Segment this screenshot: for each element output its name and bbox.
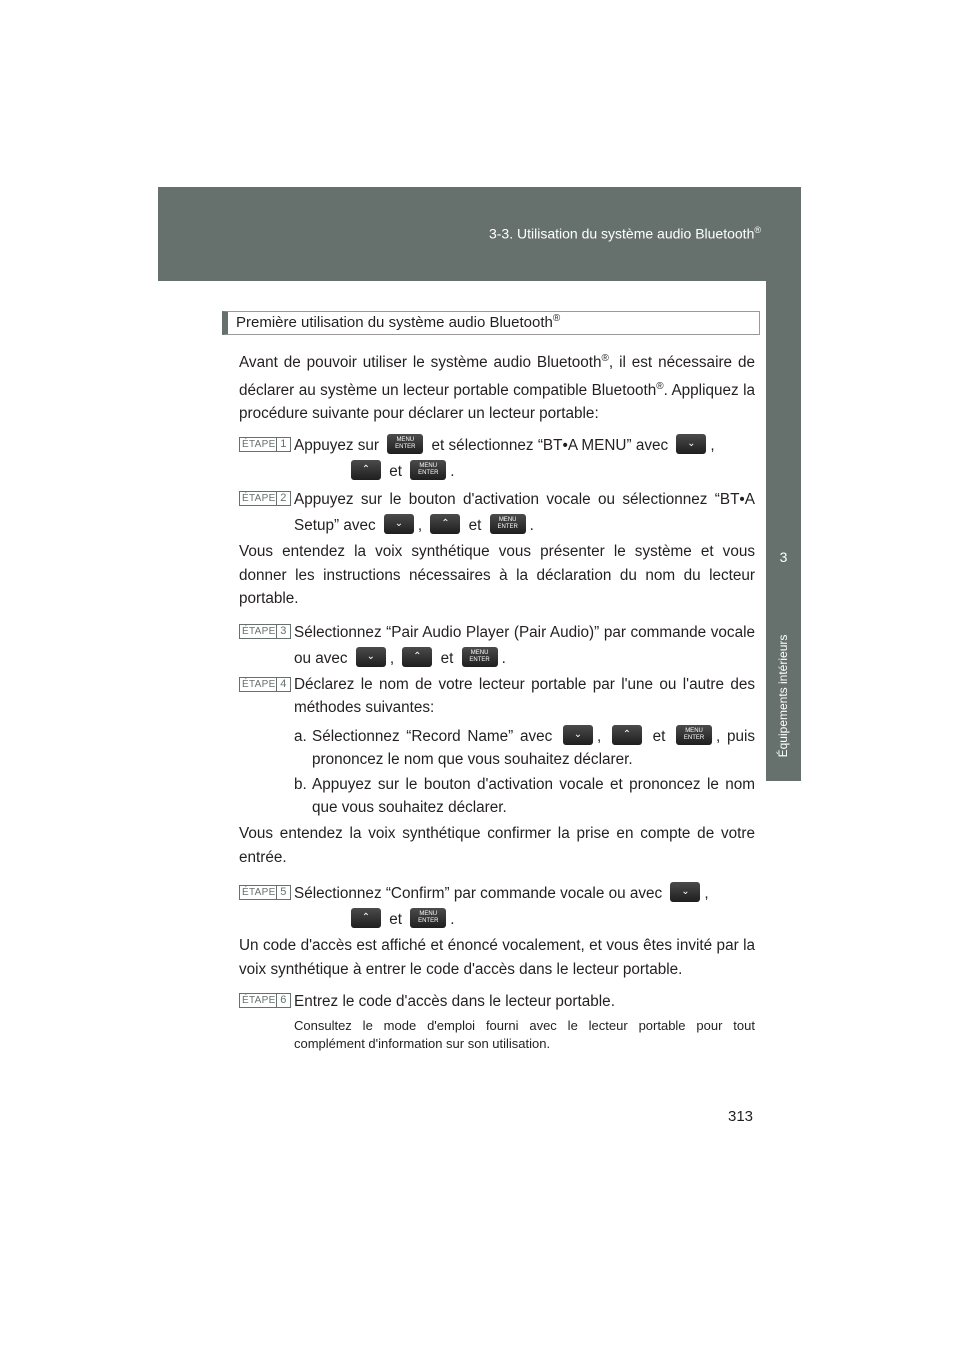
step-6: ÉTAPE 6 Entrez le code d'accès dans le lecteur portable. bbox=[239, 989, 755, 1015]
up-arrow-button-icon: ⌃ bbox=[402, 647, 432, 667]
paragraph-after-step-5: Un code d'accès est affiché et énoncé vocalement, et vous êtes invité par la voix synthétique à entrer le code d'accès dans le lecteur portable. bbox=[239, 937, 755, 978]
chapter-title: 3-3. Utilisation du système audio Bluetooth® bbox=[488, 225, 761, 242]
chapter-label: Équipements intérieurs bbox=[776, 634, 790, 758]
step-badge: ÉTAPE 2 bbox=[239, 491, 291, 506]
down-arrow-button-icon: ⌄ bbox=[384, 514, 414, 534]
menu-enter-button-icon: MENU ENTER bbox=[462, 647, 498, 667]
page-number: 313 bbox=[728, 1108, 754, 1125]
section-heading: Première utilisation du système audio Bluetooth® bbox=[222, 311, 760, 335]
chapter-header bbox=[158, 187, 801, 281]
chapter-side-tab bbox=[766, 281, 801, 781]
chapter-number: 3 bbox=[779, 549, 788, 565]
step-badge: ÉTAPE 4 bbox=[239, 677, 291, 692]
step-badge: ÉTAPE 5 bbox=[239, 885, 291, 900]
down-arrow-button-icon: ⌄ bbox=[356, 647, 386, 667]
paragraph-after-step-2: Vous entendez la voix synthétique vous présenter le système et vous donner les instructions nécessaires à la déclaration du nom du lecteur portable. bbox=[239, 543, 755, 607]
step-badge: ÉTAPE 1 bbox=[239, 437, 291, 452]
menu-enter-button-icon: MENU ENTER bbox=[490, 514, 526, 534]
menu-enter-button-icon: MENU ENTER bbox=[387, 434, 423, 454]
step-5: ÉTAPE 5 Sélectionnez “Confirm” par commande vocale ou avec ⌄ , ⌃ et MENU ENTER . bbox=[239, 881, 755, 933]
menu-enter-button-icon: MENU ENTER bbox=[410, 460, 446, 480]
up-arrow-button-icon: ⌃ bbox=[351, 460, 381, 480]
step-badge: ÉTAPE 3 bbox=[239, 624, 291, 639]
step-4: ÉTAPE 4 Déclarez le nom de votre lecteur portable par l'une ou l'autre des méthodes suivantes: bbox=[239, 673, 755, 719]
intro-paragraph: Avant de pouvoir utiliser le système audio Bluetooth®, il est nécessaire de déclarer au système un lecteur portable compatible Bluetooth®. Appliquez la procédure suivante pour déclarer un lecteur portable: bbox=[239, 353, 755, 423]
menu-enter-button-icon: MENU ENTER bbox=[410, 908, 446, 928]
step-3: ÉTAPE 3 Sélectionnez “Pair Audio Player (Pair Audio)” par commande vocale ou avec ⌄ , ⌃ et MENU ENTER . bbox=[239, 620, 755, 672]
step-1: ÉTAPE 1 Appuyez sur MENU ENTER et sélectionnez “BT•A MENU” avec ⌄ , ⌃ et MENU ENTER . bbox=[239, 433, 755, 485]
paragraph-after-step-4: Vous entendez la voix synthétique confirmer la prise en compte de votre entrée. bbox=[239, 825, 755, 866]
down-arrow-button-icon: ⌄ bbox=[676, 434, 706, 454]
step-2: ÉTAPE 2 Appuyez sur le bouton d'activation vocale ou sélectionnez “BT•A Setup” avec ⌄ , ⌃ et MENU ENTER . bbox=[239, 487, 755, 539]
up-arrow-button-icon: ⌃ bbox=[351, 908, 381, 928]
step-badge: ÉTAPE 6 bbox=[239, 993, 291, 1008]
up-arrow-button-icon: ⌃ bbox=[612, 725, 642, 745]
down-arrow-button-icon: ⌄ bbox=[563, 725, 593, 745]
step-4-item-b: b. Appuyez sur le bouton d'activation vocale et prononcez le nom que vous souhaitez déclarer. bbox=[294, 776, 755, 816]
step-4-item-a: a. Sélectionnez “Record Name” avec ⌄ , ⌃ et MENU ENTER , puis prononcez le nom que vous souhaitez déclarer. bbox=[294, 725, 755, 771]
up-arrow-button-icon: ⌃ bbox=[430, 514, 460, 534]
down-arrow-button-icon: ⌄ bbox=[670, 882, 700, 902]
menu-enter-button-icon: MENU ENTER bbox=[676, 725, 712, 745]
step-6-note: Consultez le mode d'emploi fourni avec le lecteur portable pour tout complément d'information sur son utilisation. bbox=[294, 1018, 755, 1051]
